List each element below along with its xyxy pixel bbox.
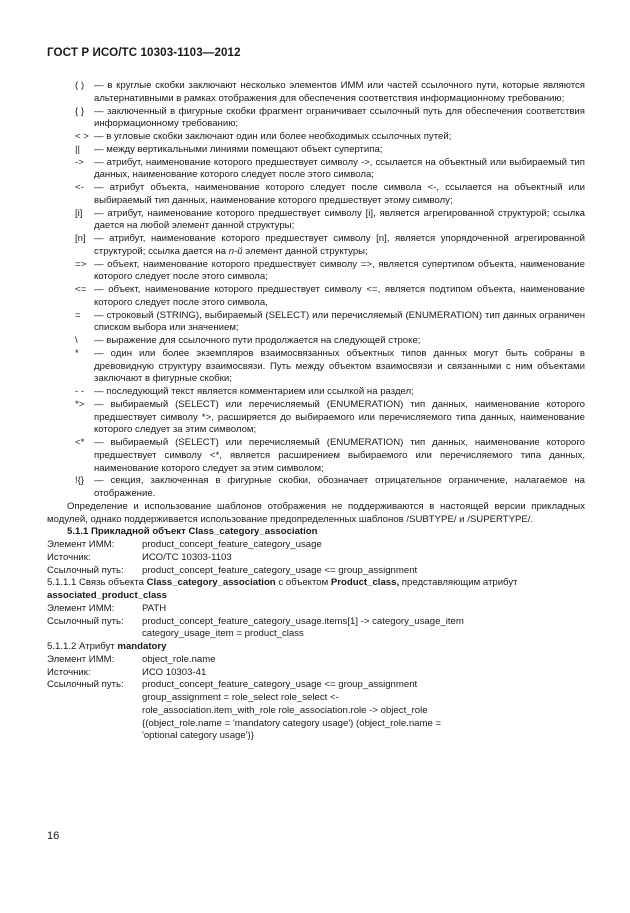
symbol-row — [47, 144, 585, 157]
symbol-row — [47, 437, 585, 475]
mapping-label: Ссылочный путь: — [47, 679, 124, 691]
symbol-row — [47, 386, 585, 399]
mapping-value-line: role_association.item_with_role role_association.role -> object_role — [142, 704, 428, 716]
section-heading-5-1-1: 5.1.1 Прикладной объект Class_category_association — [67, 526, 318, 538]
symbol: => — [75, 258, 87, 270]
heading-text: с объектом — [275, 577, 331, 589]
mapping-value-line: product_concept_feature_category_usage <= group_assignment — [142, 679, 418, 691]
symbol: - - — [75, 386, 85, 397]
symbol: <* — [75, 437, 85, 448]
mapping-value-line: ИСО 10303-41 — [142, 666, 207, 678]
section-heading-5-1-1-2 — [47, 641, 585, 654]
symbol-row — [47, 475, 585, 501]
symbol: <= — [75, 284, 87, 295]
symbol-description: — выражение для ссылочного пути продолжается на следующей строке; — [94, 335, 421, 346]
mapping-value-line: 'optional category usage')} — [142, 730, 254, 742]
mapping-label: Ссылочный путь: — [47, 564, 124, 576]
mapping-value-line: ИСО/ТС 10303-1103 — [142, 551, 232, 563]
mapping-value-line: category_usage_item = product_class — [142, 628, 304, 640]
mapping-value — [142, 654, 585, 667]
symbol-description: — атрибут объекта, наименование которого следует после символа <-, ссылается на объектный или выбираемый тип данных, наименование которого предшествует этому символу; — [94, 182, 585, 206]
symbol-row — [47, 106, 585, 132]
mapping-value — [142, 679, 585, 743]
symbol: * — [75, 347, 79, 359]
mapping-row — [47, 616, 585, 642]
mapping-value-line: PATH — [142, 602, 167, 614]
symbol-description: — заключенный в фигурные скобки фрагмент ограничивает ссылочный путь для обеспечения соответствия информационному требованию; — [94, 105, 585, 130]
mapping-value-line: product_concept_feature_category_usage.items[1] -> category_usage_item — [142, 615, 464, 627]
heading-text: 5.1.1.1 Связь объекта — [47, 577, 147, 589]
symbol: <- — [75, 182, 84, 193]
symbol-row — [47, 157, 585, 183]
italic-fragment: n-й — [228, 245, 243, 257]
symbol-row — [47, 284, 585, 310]
symbol-description: — атрибут, наименование которого предшествует символу [i], является агрегированной структурой; ссылка дается на любой элемент данной структуры; — [94, 207, 585, 232]
symbol: < > — [75, 131, 89, 142]
mapping-value — [142, 565, 585, 578]
mapping-row — [47, 679, 585, 743]
mapping-label: Элемент ИММ: — [47, 602, 115, 614]
mapping-value — [142, 539, 585, 552]
mapping-label: Элемент ИММ: — [47, 539, 115, 550]
symbol-description: — выбираемый (SELECT) или перечисляемый (ENUMERATION) тип данных, наименование которого предшествует символу <*, является расширением выбираемого или перечисляемого типа данных, наименование которого следует за этим символом; — [94, 437, 585, 474]
mapping-row — [47, 565, 585, 578]
mapping-row — [47, 667, 585, 680]
symbol-row — [47, 131, 585, 144]
symbol: -> — [75, 156, 84, 168]
symbol-row — [47, 208, 585, 234]
symbol-list — [47, 80, 585, 501]
symbol-row — [47, 310, 585, 336]
text-fragment: — атрибут, наименование которого предшествует символу [n], является упорядоченной агрегированной структурой; ссылка дается на — [94, 233, 585, 257]
symbol-description: — строковый (STRING), выбираемый (SELECT) или перечисляемый (ENUMERATION) тип данных ограничен списком выбора или значением; — [94, 309, 585, 334]
mapping-row — [47, 654, 585, 667]
mapping-value-line: object_role.name — [142, 653, 216, 665]
symbol-row — [47, 335, 585, 348]
page-number: 16 — [47, 830, 60, 842]
document-body — [47, 80, 585, 743]
symbol: { } — [75, 105, 85, 117]
document-header: ГОСТ Р ИСО/ТС 10303-1103—2012 — [47, 46, 241, 59]
symbol-description: — последующий текст является комментарием или ссылкой на раздел; — [94, 386, 414, 397]
mapping-value-line: product_concept_feature_category_usage <= group_assignment — [142, 564, 418, 576]
section-heading-5-1-1-1-line2 — [47, 590, 585, 603]
mapping-value — [142, 552, 585, 565]
section-heading-5-1-1-1 — [47, 577, 585, 590]
symbol: *> — [75, 398, 85, 410]
intro-paragraph: Определение и использование шаблонов отображения не поддерживаются в настоящей версии прикладных модулей, однако поддерживается использование предопределенных шаблонов /SUBTYPE/ и /SUPERTYPE/. — [47, 500, 585, 525]
symbol-row — [47, 348, 585, 386]
heading-bold: mandatory — [117, 641, 167, 652]
heading-bold: Product_class, — [330, 577, 400, 589]
symbol-description: — объект, наименование которого предшествует символу <=, является подтипом объекта, наименование которого следует после этого символа, — [94, 284, 585, 308]
symbol: || — [75, 143, 80, 155]
mapping-value-line: group_assignment = role_select role_select <- — [142, 692, 339, 703]
symbol-description: — в круглые скобки заключают несколько элементов ИММ или частей ссылочного пути, которые являются альтернативными в рамках отображения для обеспечения соответствия информационному требованию; — [94, 80, 585, 104]
mapping-value — [142, 616, 585, 642]
mapping-value-line: {(object_role.name = 'mandatory category usage') (object_role.name = — [142, 717, 442, 729]
symbol-description: — атрибут, наименование которого предшествует символу ->, ссылается на объектный или выбираемый тип данных, наименование которого следует после этого символа; — [94, 156, 585, 181]
symbol-row — [47, 259, 585, 285]
symbol-description: — между вертикальными линиями помещают объект супертипа; — [94, 143, 383, 155]
mapping-label: Элемент ИММ: — [47, 653, 115, 665]
mapping-value — [142, 667, 585, 680]
symbol-description: — в угловые скобки заключают один или более необходимых ссылочных путей; — [94, 131, 452, 142]
symbol-row — [47, 80, 585, 106]
mapping-row — [47, 603, 585, 616]
heading-bold: Class_category_association — [146, 577, 276, 589]
mapping-row — [47, 552, 585, 565]
symbol-description: — один или более экземпляров взаимосвязанных объектных типов данных могут быть собраны в древовидную структуру взаимосвязи. Путь между объектом взаимосвязи и связанными с ним объектами заключают в фигурные скобки; — [94, 347, 585, 385]
mapping-label: Ссылочный путь: — [47, 615, 124, 627]
text-fragment: элемент данной структуры; — [242, 245, 368, 257]
heading-bold: associated_product_class — [47, 590, 167, 601]
symbol-row — [47, 399, 585, 437]
symbol: !{} — [75, 475, 85, 487]
symbol-description: — объект, наименование которого предшествует символу =>, является супертипом объекта, наименование которого следует после этого символа; — [94, 258, 585, 283]
symbol-description: — выбираемый (SELECT) или перечисляемый (ENUMERATION) тип данных, наименование которого предшествует символу *>, расширяется до выбираемого или перечисляемого типа данных, наименование которого следует за этим символом; — [94, 398, 585, 436]
symbol: [n] — [75, 233, 86, 244]
symbol-row — [47, 182, 585, 208]
symbol-description: — секция, заключенная в фигурные скобки, обозначает отрицательное ограничение, налагаемое на отображение. — [94, 475, 585, 499]
symbol: [i] — [75, 207, 83, 219]
symbol-description — [94, 233, 585, 259]
symbol-row — [47, 233, 585, 259]
mapping-value-line: product_concept_feature_category_usage — [142, 539, 322, 550]
symbol: = — [75, 309, 81, 321]
heading-text: представляющим атрибут — [399, 577, 518, 589]
mapping-label: Источник: — [47, 666, 91, 678]
mapping-row — [47, 539, 585, 552]
symbol: ( ) — [75, 80, 85, 91]
mapping-value — [142, 603, 585, 616]
heading-text: 5.1.1.2 Атрибут — [47, 641, 118, 652]
mapping-label: Источник: — [47, 551, 91, 563]
symbol: \ — [75, 335, 78, 346]
